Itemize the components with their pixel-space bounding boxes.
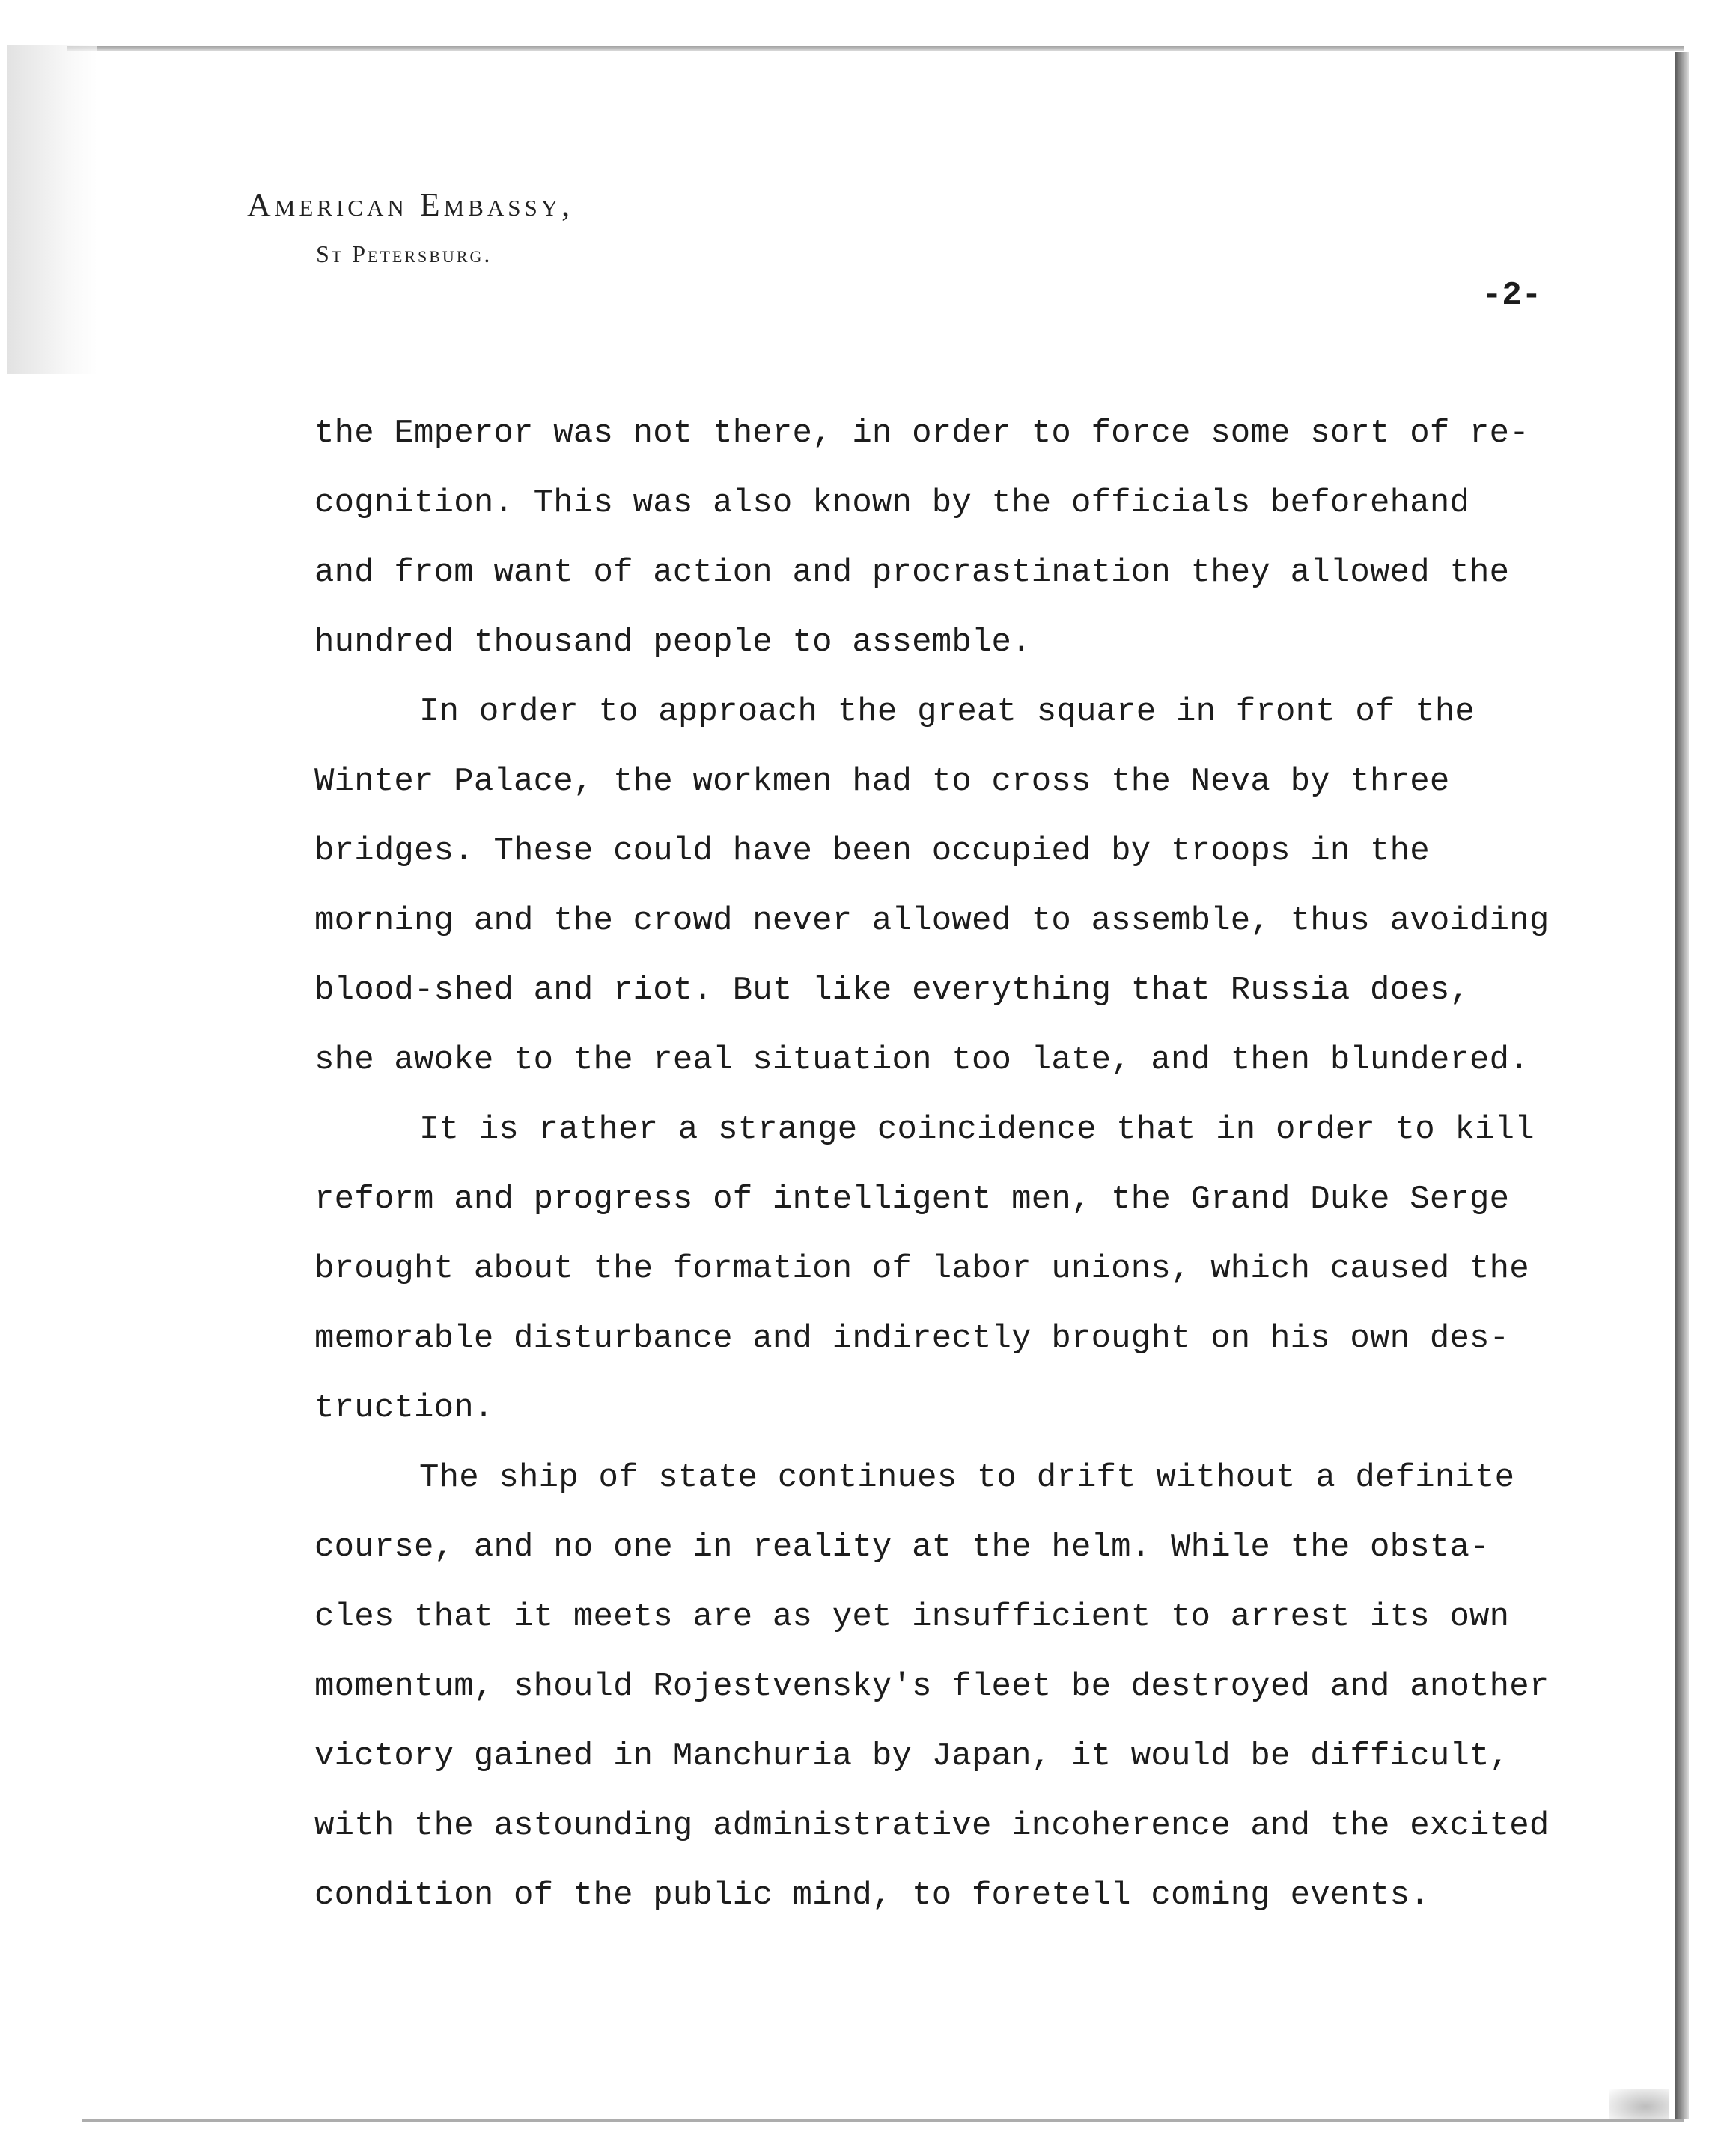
body-line: she awoke to the real situation too late, and then blundered. <box>314 1041 1529 1079</box>
body-line: victory gained in Manchuria by Japan, it would be difficult, <box>314 1738 1510 1775</box>
letterhead-embassy: American Embassy, <box>247 186 574 223</box>
body-line: condition of the public mind, to foretell coming events. <box>314 1877 1430 1914</box>
body-line: the Emperor was not there, in order to force some sort of re- <box>314 415 1529 452</box>
letterhead-city: St Petersburg. <box>316 240 493 267</box>
body-line: memorable disturbance and indirectly brought on his own des- <box>314 1320 1510 1357</box>
scan-edge-bottom <box>82 2119 1684 2122</box>
letter-body <box>314 410 1602 1942</box>
body-line: morning and the crowd never allowed to assemble, thus avoiding <box>314 902 1550 940</box>
body-line: Winter Palace, the workmen had to cross the Neva by three <box>314 763 1450 800</box>
body-line: with the astounding administrative incoherence and the excited <box>314 1807 1550 1845</box>
body-line: cles that it meets are as yet insufficient to arrest its own <box>314 1598 1510 1636</box>
body-line: It is rather a strange coincidence that in order to kill <box>419 1111 1535 1148</box>
scan-corner-smudge <box>1609 2089 1669 2119</box>
body-line: brought about the formation of labor unions, which caused the <box>314 1250 1529 1288</box>
body-line: cognition. This was also known by the officials beforehand <box>314 484 1470 522</box>
scan-edge-top <box>67 46 1684 51</box>
body-line: and from want of action and procrastination they allowed the <box>314 554 1510 591</box>
scan-shadow-left <box>7 45 97 374</box>
body-line: hundred thousand people to assemble. <box>314 624 1032 661</box>
body-line: momentum, should Rojestvensky's fleet be destroyed and another <box>314 1668 1550 1705</box>
body-line: In order to approach the great square in front of the <box>419 693 1475 731</box>
letterhead <box>247 186 573 268</box>
body-line: truction. <box>314 1389 494 1427</box>
body-line: The ship of state continues to drift without a definite <box>419 1459 1515 1496</box>
page-number: -2- <box>1482 277 1542 314</box>
body-line: reform and progress of intelligent men, the Grand Duke Serge <box>314 1181 1510 1218</box>
body-line: bridges. These could have been occupied by troops in the <box>314 832 1430 870</box>
scan-edge-right <box>1675 52 1689 2119</box>
body-line: blood-shed and riot. But like everything that Russia does, <box>314 972 1470 1009</box>
body-line: course, and no one in reality at the helm. While the obsta- <box>314 1529 1490 1566</box>
